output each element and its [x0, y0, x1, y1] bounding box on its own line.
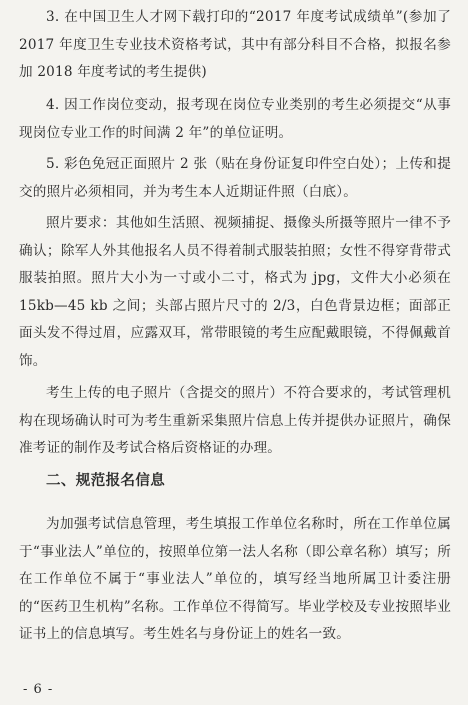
photo-requirements-paragraph: 照片要求：其他如生活照、视频捕捉、摄像头所摄等照片一律不予确认；除军人外其他报名人员不得着制式服装拍照；女性不得穿背带式服装拍照。照片大小为一寸或小二寸，格式为 jpg，文件大小必须在 15kb—45 kb 之间；头部占照片尺寸的 2/3，白色背景边框；面部正面头发不得过眉，应露双耳，常带眼镜的考生应配戴眼镜，不得佩戴首饰。 — [19, 215, 451, 369]
paragraph-item-3: 3. 在中国卫生人才网下载打印的“2017 年度考试成绩单”(参加了 2017 年度卫生专业技术资格考试，其中有部分科目不合格，拟报名参加 2018 年度考试的考生提供) — [19, 9, 451, 80]
paragraph-item-4: 4. 因工作岗位变动，报考现在岗位专业类别的考生必须提交“从事现岗位专业工作的时间满 2 年”的单位证明。 — [19, 97, 451, 141]
section-heading: 二、规范报名信息 — [46, 473, 166, 489]
section-body-paragraph: 为加强考试信息管理，考生填报工作单位名称时，所在工作单位属于“事业法人”单位的，按照单位第一法人名称（即公章名称）填写；所在工作单位不属于“事业法人”单位的，填写经当地所属卫计委注册的“医药卫生机构”名称。工作单位不得简写。毕业学校及专业按照毕业证书上的信息填写。考生姓名与身份证上的姓名一致。 — [19, 516, 451, 642]
paragraph-item-5: 5. 彩色免冠正面照片 2 张（贴在身份证复印件空白处）；上传和提交的照片必须相同，并为考生本人近期证件照（白底）。 — [19, 156, 451, 200]
page-number: - 6 - — [23, 682, 54, 697]
photo-nonconforming-paragraph: 考生上传的电子照片（含提交的照片）不符合要求的，考试管理机构在现场确认时可为考生重新采集照片信息上传并提供办证照片，确保准考证的制作及考试合格后资格证的办理。 — [19, 385, 451, 456]
